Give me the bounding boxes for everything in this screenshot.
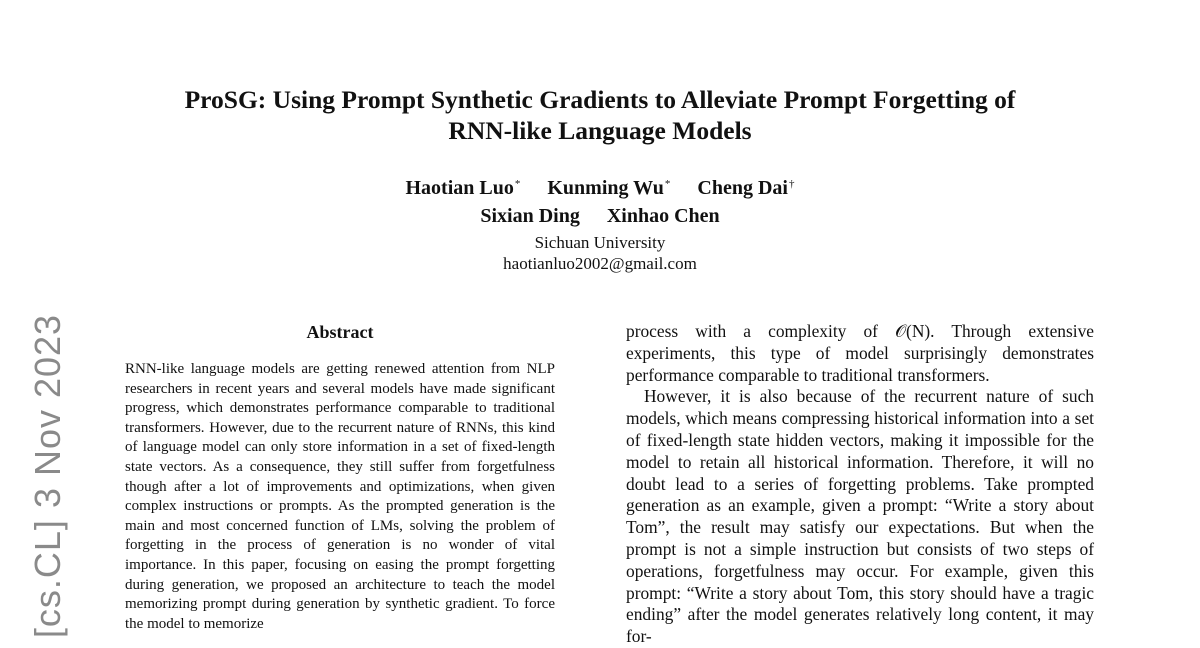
right-column	[626, 321, 1094, 648]
paper-title	[100, 84, 1100, 146]
title-line-2: RNN-like Language Models	[448, 116, 752, 145]
author-row-2	[100, 202, 1100, 230]
author-list	[100, 170, 1100, 230]
abstract-text: RNN-like language models are getting renewed attention from NLP researchers in recent years and several models have made significant progress, which demonstrates performance comparable to traditional transformers. However, due to the recurrent nature of RNNs, this kind of language model can only store information in a set of fixed-length state vectors. As a consequence, they still suffer from forgetfulness though after a lot of improvements and optimizations, when given complex instructions or prompts. As the prompted generation is the main and most concerned function of LMs, solving the problem of forgetting in the process of generation is no wonder of vital importance. In this paper, focusing on easing the prompt forgetting during generation, we proposed an architecture to teach the model memorizing prompt during generation by synthetic gradient. To force the model to memorize	[125, 361, 555, 632]
author: Xinhao Chen	[606, 205, 720, 227]
affiliation-block	[100, 232, 1100, 274]
paragraph: process with a complexity of 𝒪(N). Through extensive experiments, this type of model surprisingly demonstrates performance comparable to traditional transformers.	[626, 321, 1094, 385]
author: Haotian Luo*	[405, 177, 521, 199]
affiliation: Sichuan University	[534, 233, 666, 252]
author: Cheng Dai†	[697, 177, 795, 199]
author: Kunming Wu*	[547, 177, 671, 199]
abstract-heading: Abstract	[306, 322, 374, 342]
author: Sixian Ding	[480, 205, 580, 227]
arxiv-stamp: [cs.CL] 3 Nov 2023	[27, 313, 68, 639]
author-row-1	[100, 170, 1100, 202]
email[interactable]: haotianluo2002@gmail.com	[503, 254, 697, 273]
paragraph: However, it is also because of the recurrent nature of such models, which means compressing historical information into a set of fixed-length state hidden vectors, making it impossible for the model to retain all historical information. Therefore, it will no doubt lead to a series of forgetting problems. Take prompted generation as an example, given a prompt: “Write a story about Tom”, the result may satisfy our expectations. But when the prompt is not a simple instruction but consists of two steps of operations, forgetfulness may occur. For example, given this prompt: “Write a story about Tom, this story should have a tragic ending” after the model generates relatively long content, it may for-	[626, 386, 1094, 647]
title-line-1: ProSG: Using Prompt Synthetic Gradients to Alleviate Prompt Forgetting of	[184, 85, 1016, 114]
